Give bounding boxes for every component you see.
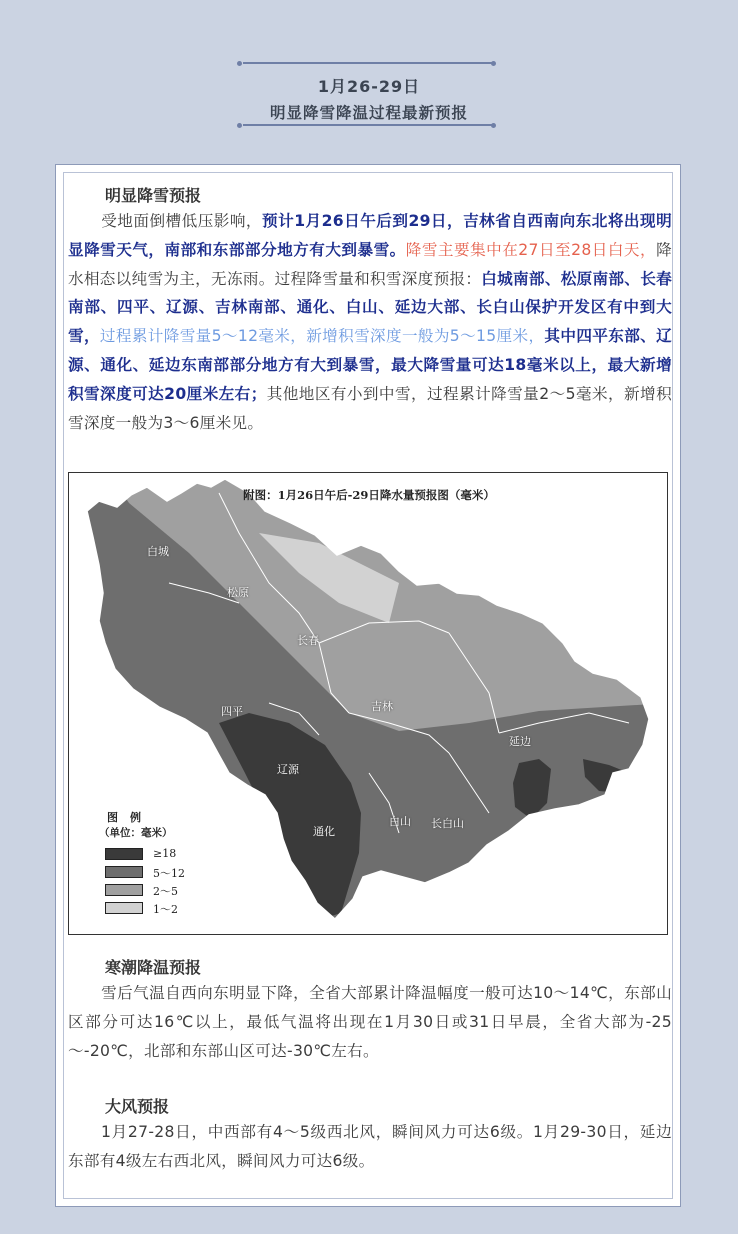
precipitation-map	[68, 472, 668, 935]
city-label-baicheng: 白城	[147, 545, 169, 558]
city-label-songyuan: 松原	[227, 586, 249, 599]
snow-text-3: 降雪主要集中在27日至28日白天，	[405, 240, 657, 259]
header-bottom-rule	[243, 124, 495, 126]
header-dot	[237, 61, 242, 66]
cold-heading: 寒潮降温预报	[105, 958, 202, 977]
snow-text-5: 白城南部、松原南部、长春南部、四平、辽源、吉林南部、通化、白山、延边大部、长白山保护开发区有中到大雪，	[68, 269, 672, 346]
snow-text-1: 受地面倒槽低压影响，	[101, 212, 263, 230]
snow-text-4: 降水相态以纯雪为主，无冻雨。过程降雪量和积雪深度预报：	[68, 240, 672, 288]
wind-heading: 大风预报	[105, 1097, 170, 1116]
city-label-jilin: 吉林	[371, 700, 393, 713]
snow-text-2: 预计1月26日午后到29日，吉林省自西南向东北将出现明显降雪天气，南部和东部部分地方有大到暴雪。	[68, 212, 672, 259]
page-title-date: 1月26-29日	[317, 77, 421, 96]
snow-heading: 明显降雪预报	[105, 186, 202, 205]
wind-paragraph	[68, 1118, 672, 1176]
legend-label: 5～12	[153, 867, 185, 880]
wind-text: 1月27-28日，中西部有4～5级西北风，瞬间风力可达6级。1月29-30日，延边东部有4级左右西北风，瞬间风力可达6级。	[68, 1123, 672, 1170]
legend-item	[105, 902, 225, 916]
legend-label: ≥18	[153, 847, 177, 860]
legend-unit: （单位：毫米）	[99, 827, 173, 839]
cold-paragraph	[68, 979, 672, 1065]
header-dot	[237, 123, 242, 128]
city-label-yanbian: 延边	[509, 735, 531, 748]
legend-swatch	[105, 848, 143, 860]
city-label-liaoyuan: 辽源	[277, 763, 299, 776]
snow-paragraph	[68, 207, 672, 437]
legend-item	[105, 848, 225, 862]
header-dot	[491, 61, 496, 66]
city-label-changchun: 长春	[297, 634, 319, 647]
cold-text: 雪后气温自西向东明显下降，全省大部累计降温幅度一般可达10～14℃，东部山区部分可达16℃以上，最低气温将出现在1月30日或31日早晨，全省大部为-25～-20℃，北部和东部山区可达-30℃左右。	[68, 984, 672, 1060]
snow-text-7: 其中四平东部、辽源、通化、延边东南部部分地方有大到暴雪，最大降雪量可达18毫米以上，最大新增积雪深度可达20厘米左右；	[68, 327, 673, 403]
legend-label: 1～2	[153, 903, 178, 916]
city-label-tonghua: 通化	[313, 825, 335, 838]
legend-item	[105, 866, 225, 880]
legend-label: 2～5	[153, 885, 178, 898]
snow-text-8: 其他地区有小到中雪，过程累计降雪量2～5毫米，新增积雪深度一般为3～6厘米见。	[68, 384, 672, 432]
city-label-siping: 四平	[221, 705, 243, 718]
city-label-changbaishan: 长白山	[431, 817, 464, 830]
legend-swatch	[105, 902, 143, 914]
header-top-rule	[243, 62, 495, 64]
header-dot	[491, 123, 496, 128]
page-title: 明显降雪降温过程最新预报	[269, 104, 468, 122]
snow-text-6: 过程累计降雪量5～12毫米，新增积雪深度一般为5～15厘米，	[99, 327, 545, 346]
legend-title: 图例	[107, 811, 153, 824]
city-label-baishan: 白山	[389, 815, 411, 828]
map-title: 附图：1月26日午后-29日降水量预报图（毫米）	[243, 488, 495, 502]
legend-item	[105, 884, 225, 898]
legend-swatch	[105, 884, 143, 896]
legend-swatch	[105, 866, 143, 878]
title-header	[0, 60, 738, 130]
